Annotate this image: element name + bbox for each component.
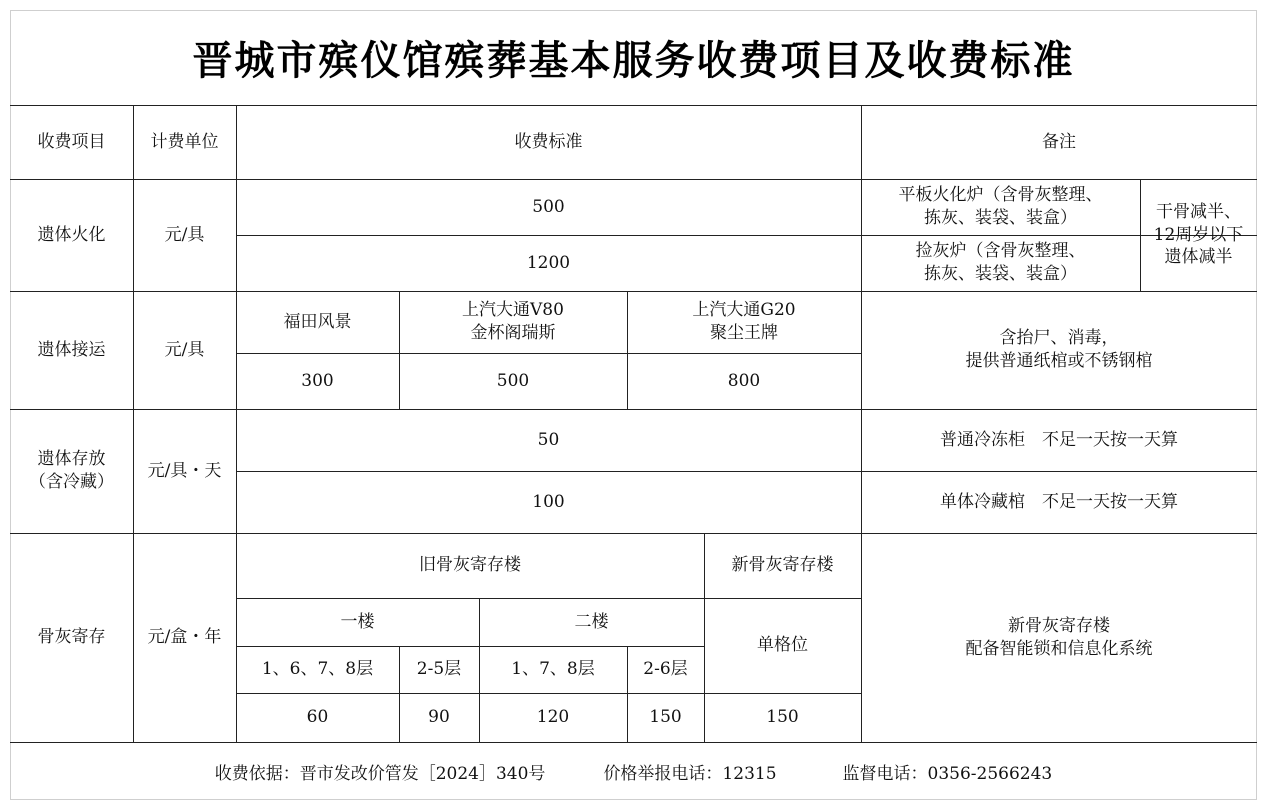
transport-remark: 含抬尸、消毒， 提供普通纸棺或不锈钢棺 [965, 328, 1153, 371]
footer [10, 742, 1257, 800]
ashes-price-4: 150 [649, 707, 682, 728]
header-item: 收费项目 [37, 131, 106, 152]
storage-remark-freezer: 普通冷冻柜 不足一天按一天算 [940, 429, 1178, 450]
transport-vehicle-2: 上汽大通V80 金杯阁瑞斯 [462, 300, 564, 343]
ashes-layer-2: 2-5层 [416, 659, 462, 680]
storage-price-coffin: 100 [532, 491, 565, 512]
ashes-single-slot: 单格位 [757, 635, 808, 656]
cremation-price-pick: 1200 [526, 252, 571, 273]
transport-item: 遗体接运 [37, 339, 106, 360]
cremation-unit: 元/具 [164, 224, 205, 245]
ashes-new-building: 新骨灰寄存楼 [731, 555, 834, 576]
cremation-remark-flat: 平板火化炉（含骨灰整理、 拣灰、装袋、装盒） [898, 185, 1103, 228]
transport-price-1: 300 [301, 370, 334, 391]
footer-supervision-phone: 监督电话：0356-2566243 [842, 763, 1053, 784]
ashes-remark: 新骨灰寄存楼 配备智能锁和信息化系统 [965, 615, 1153, 659]
transport-vehicle-1: 福田风景 [283, 311, 352, 332]
header-remark: 备注 [1042, 131, 1076, 152]
transport-price-3: 800 [727, 370, 761, 391]
ashes-layer-4: 2-6层 [643, 659, 688, 680]
ashes-price-new: 150 [766, 707, 799, 728]
transport-vehicle-3: 上汽大通G20 聚尘王牌 [692, 300, 796, 343]
cremation-side-remark: 干骨减半、 12周岁以下 遗体减半 [1153, 201, 1244, 268]
transport-price-2: 500 [496, 370, 530, 391]
transport-unit: 元/具 [164, 339, 205, 360]
ashes-price-1: 60 [306, 707, 329, 728]
ashes-price-3: 120 [536, 707, 570, 728]
ashes-old-building: 旧骨灰寄存楼 [419, 555, 521, 576]
footer-basis: 收费依据：晋市发改价管发［2024］340号 [214, 763, 546, 784]
cremation-item: 遗体火化 [37, 224, 106, 245]
ashes-layer-1: 1、6、7、8层 [261, 659, 374, 680]
storage-unit: 元/具・天 [147, 460, 222, 481]
header-standard: 收费标准 [514, 131, 583, 152]
ashes-price-2: 90 [428, 707, 450, 728]
storage-price-freezer: 50 [537, 429, 560, 450]
ashes-item: 骨灰寄存 [37, 627, 106, 648]
page-title: 晋城市殡仪馆殡葬基本服务收费项目及收费标准 [192, 38, 1075, 84]
ashes-layer-3: 1、7、8层 [511, 659, 595, 680]
ashes-floor-1: 一楼 [340, 611, 375, 632]
ashes-unit: 元/盒・年 [147, 627, 222, 648]
header-unit: 计费单位 [150, 131, 219, 152]
storage-item: 遗体存放 （含冷藏） [29, 449, 114, 492]
cremation-price-flat: 500 [532, 196, 565, 217]
ashes-floor-2: 二楼 [574, 611, 609, 632]
footer-price-hotline: 价格举报电话：12315 [603, 763, 777, 784]
cremation-remark-pick: 捡灰炉（含骨灰整理、 拣灰、装袋、装盒） [915, 241, 1086, 284]
storage-remark-coffin: 单体冷藏棺 不足一天按一天算 [940, 491, 1178, 512]
